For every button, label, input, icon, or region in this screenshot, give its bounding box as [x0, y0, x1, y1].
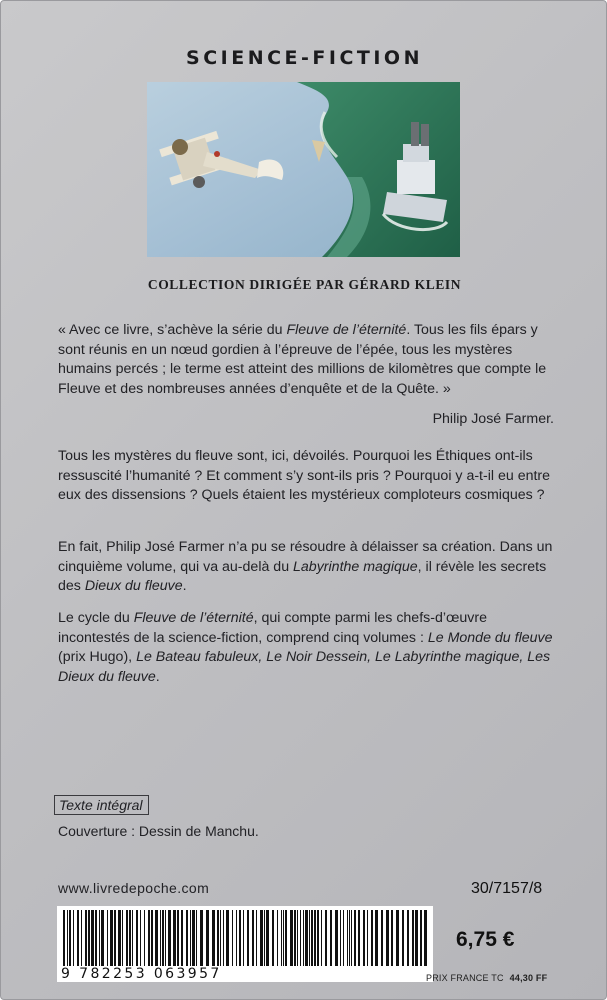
italic-title: Labyrinthe magique [293, 558, 418, 575]
barcode-bar [107, 910, 108, 966]
barcode-bars [57, 906, 433, 968]
barcode-bar [277, 910, 278, 966]
barcode-bar [217, 910, 219, 966]
barcode-bar [407, 910, 409, 966]
barcode-bar [81, 910, 82, 966]
barcode-bar [354, 910, 356, 966]
barcode-bar [330, 910, 332, 966]
barcode-bar [367, 910, 368, 966]
catalog-reference: 30/7157/8 [471, 880, 543, 897]
mysteries-text [58, 447, 558, 506]
barcode-bar [129, 910, 131, 966]
barcode-bar [126, 910, 128, 966]
barcode-bar [266, 910, 269, 966]
barcode-bar [162, 910, 164, 966]
italic-title: Le Bateau fabuleux, Le Noir Dessein, Le Labyrinthe magique, Les Dieux du fleuve [58, 649, 551, 685]
price-france-value: 44,30 FF [509, 973, 548, 983]
barcode-bar [294, 910, 296, 966]
barcode-bar [155, 910, 158, 966]
barcode-bar [160, 910, 161, 966]
text-run: Tous les mystères du fleuve sont, ici, dévoilés. Pourquoi les Éthiques ont-ils ressuscité l’humanité ? Et comment s’y sont-ils pris ? Pourquoi y a-t-il eu entre eux des dissensions ? Quels étaient les mystérieux comploteurs cosmiques ? [58, 448, 551, 504]
barcode-bar [264, 910, 265, 966]
barcode-bar [110, 910, 113, 966]
barcode-bar [335, 910, 338, 966]
barcode-bar [314, 910, 316, 966]
text-run: . [155, 668, 160, 685]
barcode [57, 906, 433, 968]
barcode-bar [132, 910, 133, 966]
barcode-bar [256, 910, 257, 966]
barcode-bar [349, 910, 350, 966]
barcode-bar [192, 910, 195, 966]
barcode-bar [236, 910, 237, 966]
quote-author: Philip José Farmer. [432, 411, 554, 427]
barcode-bar [309, 910, 310, 966]
barcode-bar [317, 910, 319, 966]
barcode-bar [358, 910, 360, 966]
barcode-bar [375, 910, 378, 966]
barcode-bar [281, 910, 282, 966]
isbn-digits: 9 782253 063957 [57, 966, 433, 982]
barcode-bar [303, 910, 304, 966]
text-run: , qui compte parmi les chefs-d’œuvre incontestés de la science-fiction, comprend cinq volumes : [58, 610, 487, 646]
text-run: . [182, 578, 187, 595]
barcode-bar [386, 910, 389, 966]
barcode-bar [252, 910, 254, 966]
italic-title: Fleuve de l’éternité [133, 610, 254, 626]
barcode-bar [420, 910, 422, 966]
barcode-bar [343, 910, 344, 966]
text-run: « Avec ce livre, s’achève la série du [58, 322, 287, 338]
barcode-bar [165, 910, 166, 966]
barcode-bar [239, 910, 241, 966]
barcode-bar [363, 910, 365, 966]
barcode-bar [381, 910, 383, 966]
cycle-text [58, 609, 558, 687]
barcode-bar [290, 910, 293, 966]
barcode-bar [173, 910, 176, 966]
barcode-bar [424, 910, 427, 966]
barcode-bar [168, 910, 171, 966]
barcode-bar [297, 910, 298, 966]
italic-title: Dieux du fleuve [84, 578, 183, 595]
barcode-bar [402, 910, 404, 966]
barcode-bar [396, 910, 399, 966]
edition-badge: Texte intégral [54, 795, 149, 815]
barcode-bar [226, 910, 229, 966]
barcode-bar [232, 910, 233, 966]
barcode-bar [101, 910, 104, 966]
barcode-bar [151, 910, 153, 966]
barcode-bar [118, 910, 121, 966]
fifth-volume-paragraph [58, 538, 558, 597]
barcode-bar [67, 910, 68, 966]
barcode-bar [415, 910, 418, 966]
barcode-bar [247, 910, 249, 966]
publisher-website[interactable]: www.livredepoche.com [58, 880, 210, 896]
barcode-bar [99, 910, 100, 966]
quote-paragraph [58, 321, 558, 399]
barcode-bar [223, 910, 224, 966]
illustration-svg [147, 82, 460, 257]
mysteries-paragraph [58, 447, 558, 506]
barcode-bar [272, 910, 274, 966]
cover-illustration [147, 82, 460, 257]
barcode-bar [200, 910, 203, 966]
barcode-bar [144, 910, 145, 966]
barcode-bar [260, 910, 263, 966]
barcode-bar [186, 910, 188, 966]
quote-text [58, 321, 558, 399]
text-run: . Tous les fils épars y sont réunis en un nœud gordien à l’épreuve de l’épée, tous les mystères humains percés ; le terme est atteint des millions de kilomètres que compte le Fleuve et des nombreuses années d’enquête et de la Quête. » [58, 322, 547, 397]
barcode-bar [243, 910, 244, 966]
price-france-label: PRIX FRANCE TC [426, 973, 504, 983]
barcode-bar [220, 910, 221, 966]
text-run: (prix Hugo), [58, 649, 137, 666]
barcode-bar [412, 910, 414, 966]
barcode-bar [73, 910, 74, 966]
barcode-bar [351, 910, 352, 966]
barcode-bar [95, 910, 97, 966]
barcode-bar [88, 910, 90, 966]
barcode-bar [283, 910, 284, 966]
genre-heading: SCIENCE-FICTION [186, 47, 423, 69]
barcode-bar [63, 910, 65, 966]
barcode-bar [177, 910, 179, 966]
barcode-bar [391, 910, 393, 966]
barcode-bar [325, 910, 327, 966]
text-run: En fait, Philip José Farmer n’a pu se résoudre à délaisser sa création. Dans un cinquième volume, qui va au-delà du [58, 539, 553, 575]
barcode-bar [340, 910, 341, 966]
barcode-bar [181, 910, 183, 966]
barcode-bar [206, 910, 209, 966]
collection-editor: COLLECTION DIRIGÉE PAR GÉRARD KLEIN [147, 277, 462, 292]
text-run: , il révèle les secrets des [58, 558, 547, 595]
price: 6,75 € [456, 928, 515, 951]
barcode-bar [285, 910, 287, 966]
barcode-bar [305, 910, 308, 966]
barcode-bar [136, 910, 138, 966]
cycle-paragraph [58, 609, 558, 687]
cover-credit: Couverture : Dessin de Manchu. [58, 823, 259, 839]
barcode-bar [114, 910, 116, 966]
barcode-bar [77, 910, 79, 966]
barcode-bar [122, 910, 123, 966]
barcode-bar [140, 910, 141, 966]
barcode-bar [347, 910, 348, 966]
barcode-bar [91, 910, 94, 966]
price-france [426, 973, 547, 983]
barcode-bar [212, 910, 215, 966]
barcode-bar [300, 910, 301, 966]
barcode-bar [148, 910, 150, 966]
barcode-bar [85, 910, 87, 966]
barcode-bar [196, 910, 197, 966]
barcode-bar [311, 910, 313, 966]
barcode-bar [371, 910, 373, 966]
barcode-bar [69, 910, 71, 966]
text-run: Le cycle du [58, 610, 134, 626]
barcode-bar [321, 910, 322, 966]
fifth-volume-text [58, 538, 558, 597]
barcode-bar [190, 910, 191, 966]
italic-title: Fleuve de l’éternité [286, 322, 407, 338]
italic-title: Le Monde du fleuve [427, 629, 553, 646]
